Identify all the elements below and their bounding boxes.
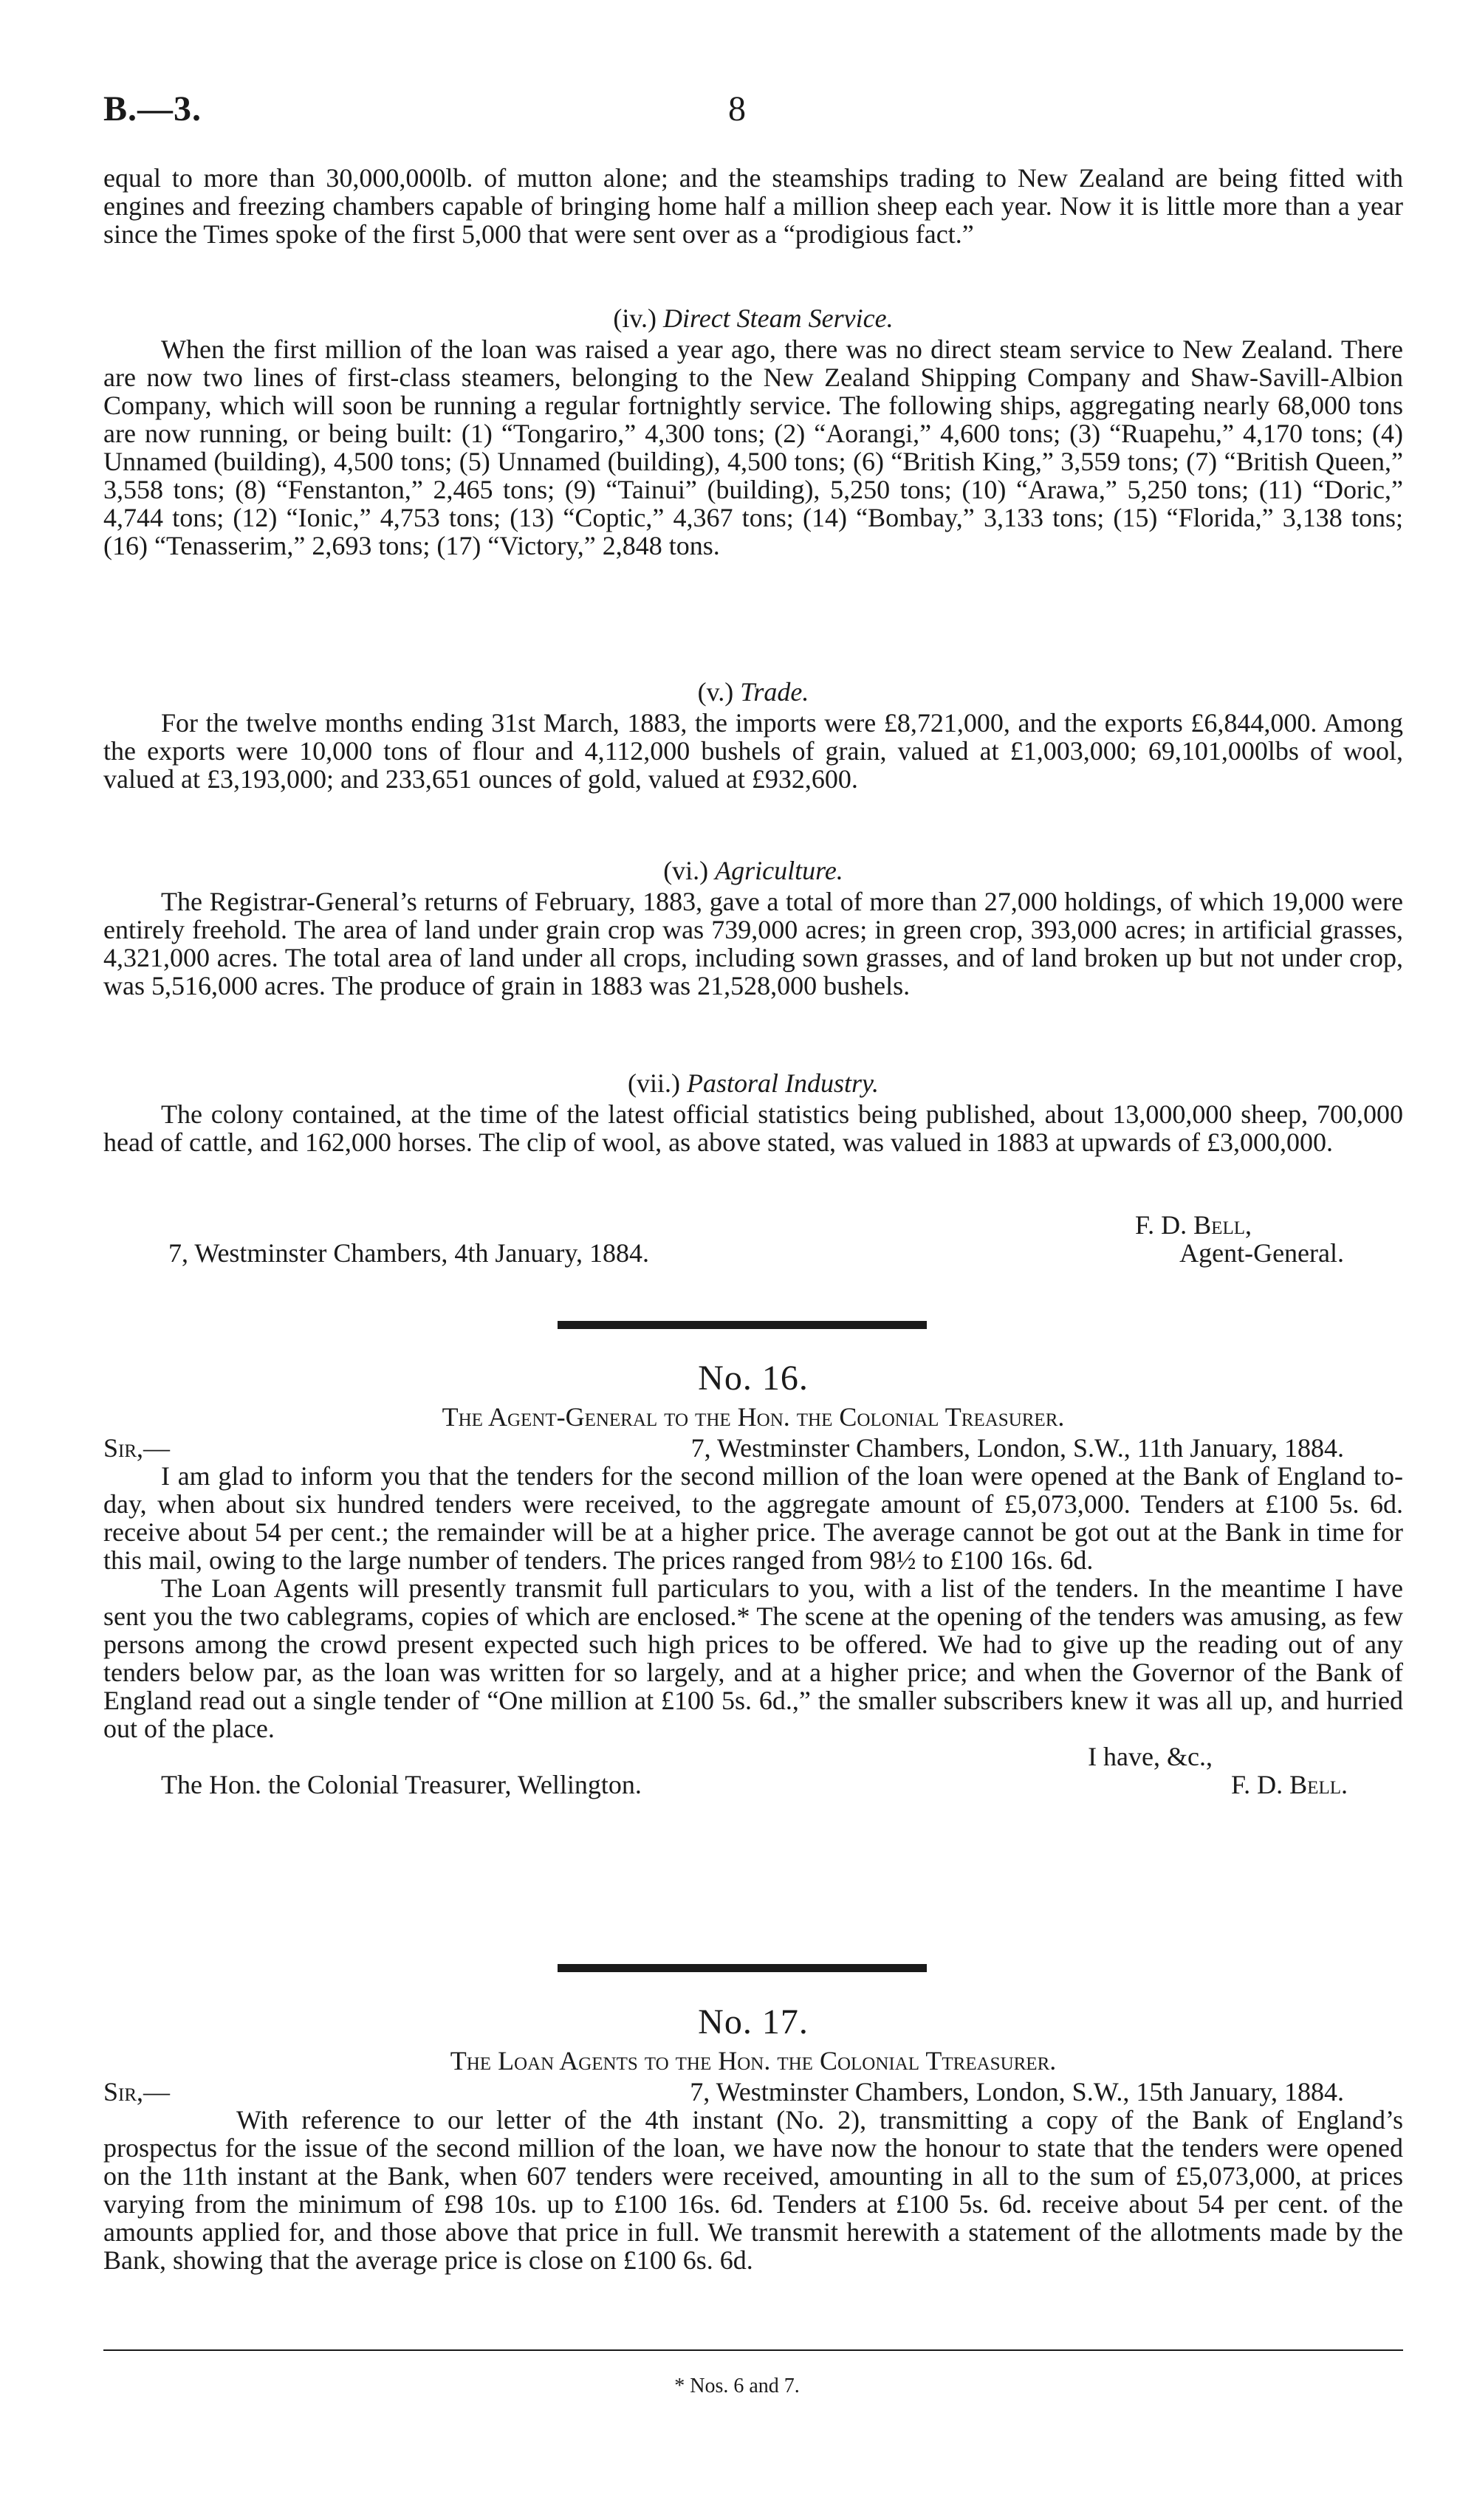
section-heading: (iv.) Direct Steam Service. xyxy=(613,303,894,333)
letter-no-17 xyxy=(103,2002,1403,2274)
addressee: The Hon. the Colonial Treasurer, Wellington. xyxy=(161,1770,642,1799)
section-paragraph: When the first million of the loan was raised a year ago, there was no direct steam service to New Zealand. There are now two lines of first-class steamers, belonging to the New Zealand Shipping Company and Shaw-Savill-Albion Company, which will soon be running a regular fortnightly service. The following ships, aggregating nearly 68,000 tons are now running, or being built: (1) “Tongariro,” 4,300 tons; (2) “Aorangi,” 4,600 tons; (3) “Ruapehu,” 4,170 tons; (4) Unnamed (building), 4,500 tons; (5) Unnamed (building), 4,500 tons; (6) “British King,” 3,559 tons; (7) “British Queen,” 3,558 tons; (8) “Fenstanton,” 2,465 tons; (9) “Tainui” (building), 5,250 tons; (10) “Arawa,” 5,250 tons; (11) “Doric,” 4,744 tons; (12) “Ionic,” 4,753 tons; (13) “Coptic,” 4,367 tons; (14) “Bombay,” 3,133 tons; (15) “Florida,” 3,138 tons; (16) “Tenasserim,” 2,693 tons; (17) “Victory,” 2,848 tons. xyxy=(103,334,1403,560)
dateline: 7, Westminster Chambers, London, S.W., 15th January, 1884. xyxy=(690,2077,1344,2107)
closing: I have, &c., xyxy=(1088,1742,1213,1771)
section-direct-steam-service xyxy=(103,304,1403,560)
section-heading: (vii.) Pastoral Industry. xyxy=(628,1068,879,1098)
letter-paragraph: The Loan Agents will presently transmit full particulars to you, with a list of the tenders. In the meantime I have sent you the two cablegrams, copies of which are enclosed.* The scene at the opening of the tenders was amusing, as few persons among the crowd present expected such high prices to be offered. We had to give up the reading out of any tenders below par, as the loan was written for so largely, and at a higher price; and when the Governor of the Bank of England read out a single tender of “One million at £100 5s. 6d.,” the smaller subscribers knew it was all up, and hurried out of the place. xyxy=(103,1573,1403,1743)
footnote-rule xyxy=(103,2349,1403,2351)
signoff-name: F. D. Bell, xyxy=(1135,1210,1252,1240)
letter-no-16 xyxy=(103,1359,1403,1799)
section-agriculture xyxy=(103,856,1403,1000)
continuation-paragraph: equal to more than 30,000,000lb. of mutton alone; and the steamships trading to New Zealand are being fitted with engines and freezing chambers capable of bringing home half a million sheep each year. Now it is little more than a year since the Times spoke of the first 5,000 that were sent over as a “prodigious fact.” xyxy=(103,163,1403,249)
signoff-address: 7, Westminster Chambers, 4th January, 1884. xyxy=(168,1238,650,1268)
salutation: Sir,— xyxy=(103,1433,171,1463)
signoff-title: Agent-General. xyxy=(1179,1238,1344,1268)
document-number: No. 17. xyxy=(698,2002,809,2042)
dateline: 7, Westminster Chambers, London, S.W., 11th January, 1884. xyxy=(690,1433,1344,1463)
section-paragraph: The Registrar-General’s returns of February, 1883, gave a total of more than 27,000 holdings, of which 19,000 were entirely freehold. The area of land under grain crop was 739,000 acres; in green crop, 393,000 acres; in artificial grasses, 4,321,000 acres. The total area of land under all crops, including sown grasses, and of land broken up but not under crop, was 5,516,000 acres. The produce of grain in 1883 was 21,528,000 bushels. xyxy=(103,887,1403,1000)
letter-route: The Agent-General to the Hon. the Colonial Treasurer. xyxy=(442,1402,1065,1432)
letter-paragraph: I am glad to inform you that the tenders for the second million of the loan were opened at the Bank of England to-day, when about six hundred tenders were received, to the aggregate amount of £5,073,000. Tenders at £100 5s. 6d. receive about 54 per cent.; the remainder will be at a higher price. The average cannot be got out at the Bank in time for this mail, owing to the large number of tenders. The prices ranged from 98½ to £100 16s. 6d. xyxy=(103,1461,1403,1575)
section-divider xyxy=(558,1321,927,1329)
signature: F. D. Bell. xyxy=(1231,1770,1348,1799)
section-heading: (v.) Trade. xyxy=(697,677,809,707)
section-divider xyxy=(558,1964,927,1972)
letter-paragraph: With reference to our letter of the 4th instant (No. 2), transmitting a copy of the Bank of England’s prospectus for the issue of the second million of the loan, we have now the honour to state that the tenders were opened on the 11th instant at the Bank, when 607 tenders were received, amounting in all to the sum of £5,073,000, at prices varying from the minimum of £98 10s. up to £100 16s. 6d. Tenders at £100 5s. 6d. receive about 54 per cent. of the amounts applied for, and those above that price in full. We transmit herewith a statement of the allotments made by the Bank, showing that the average price is close on £100 6s. 6d. xyxy=(103,2105,1403,2275)
salutation: Sir,— xyxy=(103,2077,171,2107)
section-heading: (vi.) Agriculture. xyxy=(663,856,843,885)
letter-route: The Loan Agents to the Hon. the Colonial Ttreasurer. xyxy=(450,2046,1057,2076)
document-reference: B.—3. xyxy=(103,89,202,128)
section-pastoral-industry xyxy=(103,1069,1403,1156)
footnote: * Nos. 6 and 7. xyxy=(674,2375,800,2397)
section-trade xyxy=(103,678,1403,793)
section-paragraph: The colony contained, at the time of the latest official statistics being published, about 13,000,000 sheep, 700,000 head of cattle, and 162,000 horses. The clip of wool, as above stated, was valued in 1883 at upwards of £3,000,000. xyxy=(103,1099,1403,1157)
signoff-block xyxy=(103,1211,1403,1267)
page-number: 8 xyxy=(728,89,746,128)
section-paragraph: For the twelve months ending 31st March, 1883, the imports were £8,721,000, and the exports £6,844,000. Among the exports were 10,000 tons of flour and 4,112,000 bushels of grain, valued at £1,003,000; 69,101,000lbs of wool, valued at £3,193,000; and 233,651 ounces of gold, valued at £932,600. xyxy=(103,708,1403,794)
continuation-block xyxy=(103,164,1403,248)
document-number: No. 16. xyxy=(698,1359,809,1398)
